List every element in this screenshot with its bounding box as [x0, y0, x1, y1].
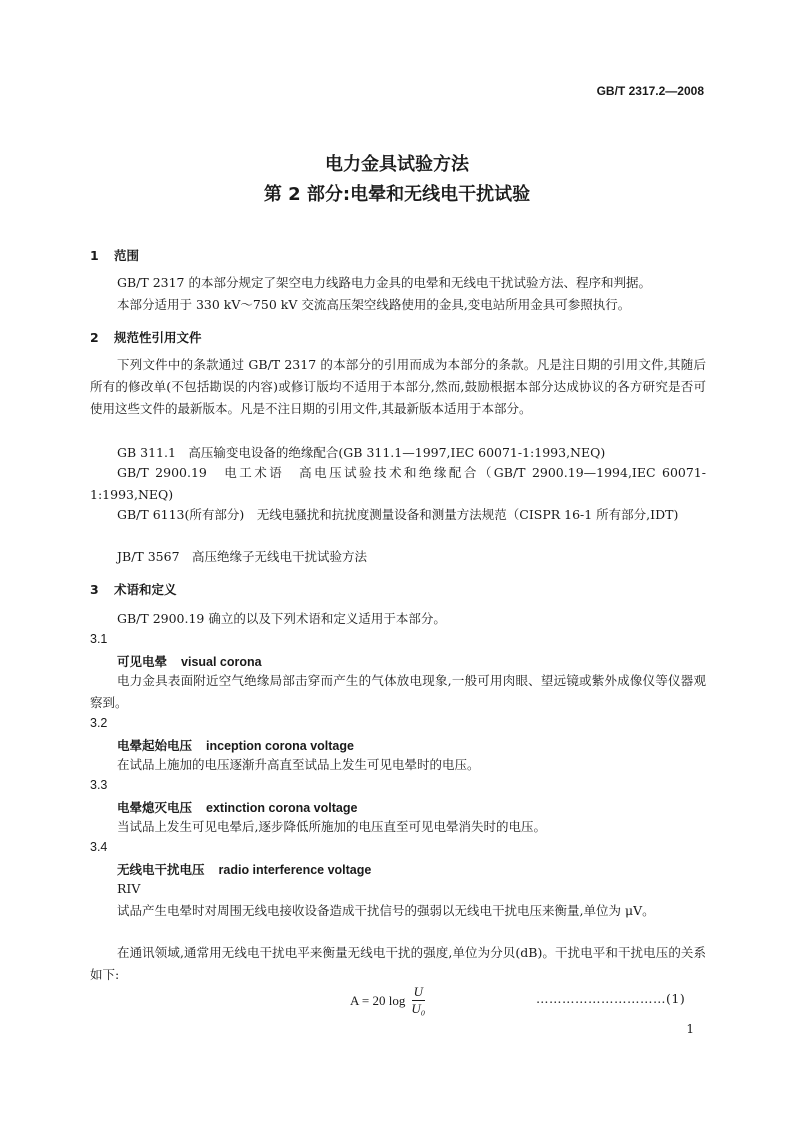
standard-code: GB/T 2317.2—2008: [596, 84, 704, 98]
formula-fraction: [411, 984, 425, 1017]
term-zh: 无线电干扰电压: [117, 862, 205, 877]
term-visual-corona: [117, 652, 262, 670]
term-definition-3-2: 在试品上施加的电压逐渐升高直至试品上发生可见电晕时的电压。: [117, 757, 480, 772]
term-number-3-3: 3.3: [90, 778, 108, 792]
reference-gb-311-1: GB 311.1 高压输变电设备的绝缘配合(GB 311.1—1997,IEC 60071-1:1993,NEQ): [117, 445, 606, 460]
section-1-paragraph-1: GB/T 2317 的本部分规定了架空电力线路电力金具的电晕和无线电干扰试验方法、程序和判据。: [117, 275, 651, 290]
section-1-heading: [90, 246, 139, 264]
term-zh: 电晕熄灭电压: [117, 800, 193, 815]
section-3-heading: [90, 580, 177, 598]
section-2-intro: 下列文件中的条款通过 GB/T 2317 的本部分的引用而成为本部分的条款。凡是注日期的引用文件,其随后所有的修改单(不包括勘误的内容)或修订版均不适用于本部分,然而,鼓励根据本部分达成协议的各方研究是否可使用这些文件的最新版本。凡是不注日期的引用文件,其最新版本适用于本部分。: [90, 357, 706, 416]
term-en: visual corona: [181, 655, 262, 669]
section-3-intro: GB/T 2900.19 确立的以及下列术语和定义适用于本部分。: [117, 611, 446, 626]
section-1-paragraph-2: 本部分适用于 330 kV～750 kV 交流高压架空线路使用的金具,变电站所用金具可参照执行。: [117, 297, 631, 312]
term-en: inception corona voltage: [206, 739, 354, 753]
reference-gbt-6113: GB/T 6113(所有部分) 无线电骚扰和抗扰度测量设备和测量方法规范（CISPR 16-1 所有部分,IDT): [117, 507, 679, 522]
term-number-3-4: 3.4: [90, 840, 108, 854]
term-abbreviation-riv: RIV: [117, 881, 141, 896]
term-definition-3-3: 当试品上发生可见电晕后,逐步降低所施加的电压直至可见电晕消失时的电压。: [117, 819, 546, 834]
formula-lhs: A = 20 log: [350, 992, 406, 1008]
equation-number: …………………………(1): [536, 991, 686, 1006]
section-number: 2: [90, 330, 99, 345]
term-number-3-2: 3.2: [90, 716, 108, 730]
term-number-3-1: 3.1: [90, 632, 108, 646]
term-inception-corona-voltage: [117, 736, 354, 754]
term-definition-3-4-part-1: 试品产生电晕时对周围无线电接收设备造成干扰信号的强弱以无线电干扰电压来衡量,单位为 μV。: [117, 903, 655, 918]
section-2-heading: [90, 328, 202, 346]
formula-1: [350, 984, 425, 1017]
term-definition-3-4-part-2: 在通讯领域,通常用无线电干扰电平来衡量无线电干扰的强度,单位为分贝(dB)。干扰电平和干扰电压的关系如下:: [90, 945, 706, 982]
term-zh: 可见电晕: [117, 654, 168, 669]
formula-denominator: U₀: [411, 1001, 426, 1016]
term-en: radio interference voltage: [218, 863, 372, 877]
page-number: 1: [686, 1022, 694, 1036]
section-number: 1: [90, 248, 99, 263]
document-subtitle: 第 2 部分:电晕和无线电干扰试验: [263, 184, 531, 205]
reference-gbt-2900-19: GB/T 2900.19 电工术语 高电压试验技术和绝缘配合（GB/T 2900.19—1994,IEC 60071-1:1993,NEQ): [90, 465, 706, 502]
section-title: 规范性引用文件: [114, 330, 202, 345]
term-extinction-corona-voltage: [117, 798, 357, 816]
term-en: extinction corona voltage: [206, 801, 358, 815]
formula-numerator: U: [413, 984, 424, 999]
term-definition-3-1: 电力金具表面附近空气绝缘局部击穿而产生的气体放电现象,一般可用肉眼、望远镜或紫外成像仪等仪器观察到。: [90, 673, 706, 710]
reference-jbt-3567: JB/T 3567 高压绝缘子无线电干扰试验方法: [117, 549, 368, 564]
section-title: 术语和定义: [114, 582, 177, 597]
document-title: 电力金具试验方法: [325, 154, 469, 175]
section-number: 3: [90, 582, 99, 597]
section-title: 范围: [114, 248, 140, 263]
term-radio-interference-voltage: [117, 860, 371, 878]
term-zh: 电晕起始电压: [117, 738, 193, 753]
